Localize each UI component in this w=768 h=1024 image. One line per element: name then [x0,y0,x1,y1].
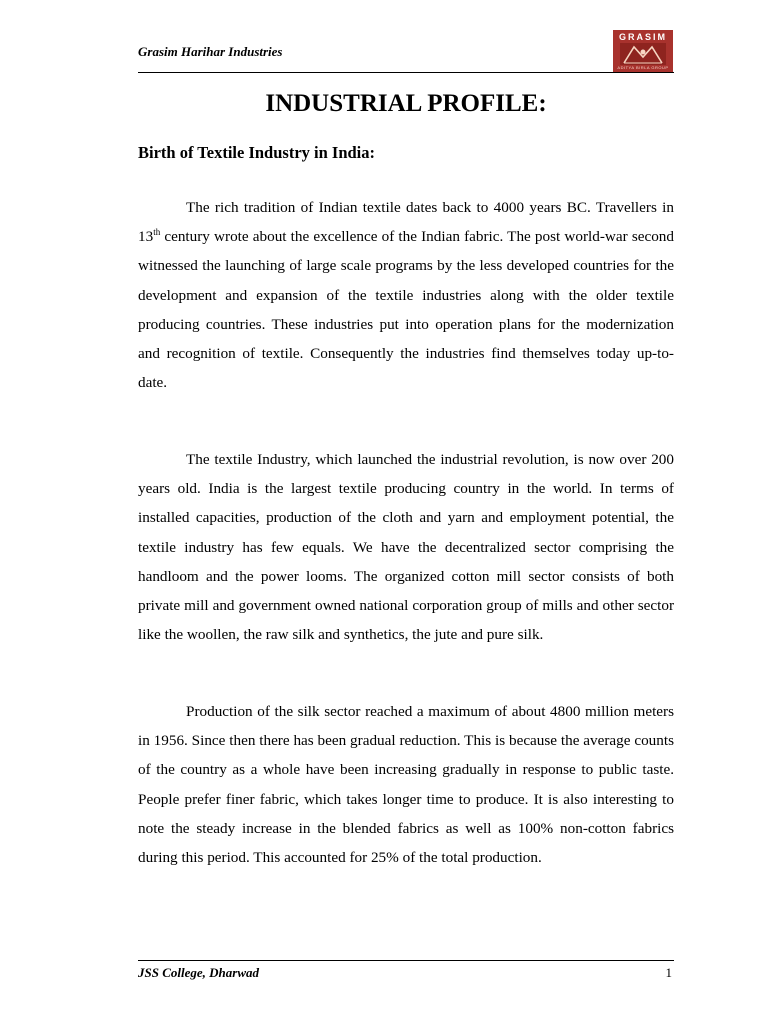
paragraph-1-text-b: century wrote about the excellence of the Indian fabric. The post world-war second witnessed the launching of large scale programs by the less developed countries for the development and expansion of the textile industries along with the older textile producing countries. These industries put into operation plans for the modernization and recognition of textile. Consequently the industries find themselves today up-to-date. [138,228,674,392]
grasim-logo [613,30,673,72]
page-title: INDUSTRIAL PROFILE: [265,90,547,117]
ordinal-suffix: th [153,227,161,238]
footer-divider [138,960,674,961]
footer-college-name: JSS College, Dharwad [138,965,259,980]
header-title: Grasim Harihar Industries [138,44,283,59]
logo-text: GRASIM [619,32,667,42]
paragraph-1-text-a: The rich tradition of Indian textile dates back to 4000 years BC. Travellers in 13 [138,199,674,246]
section-heading: Birth of Textile Industry in India: [138,143,376,162]
header-divider [138,72,674,73]
paragraph-1 [138,193,674,397]
logo-subtext: ADITYA BIRLA GROUP [617,65,669,70]
paragraph-2: The textile Industry, which launched the industrial revolution, is now over 200 years old. India is the largest textile producing country in the world. In terms of installed capacities, production of the cloth and yarn and employment potential, the textile industry has few equals. We have the decentralized sector comprising the handloom and the power looms. The organized cotton mill sector consists of both private mill and government owned national corporation group of mills and other sector like the woollen, the raw silk and synthetics, the jute and pure silk. [138,451,674,644]
grasim-logo-icon [620,43,666,65]
page-number: 1 [665,965,672,980]
paragraph-3: Production of the silk sector reached a maximum of about 4800 million meters in 1956. Since then there has been gradual reduction. This is because the average counts of the country as a whole have been increasing gradually in response to public taste. People prefer finer fabric, which takes longer time to produce. It is also interesting to note the steady increase in the blended fabrics as well as 100% non-cotton fabrics during this period. This accounted for 25% of the total production. [138,703,674,867]
